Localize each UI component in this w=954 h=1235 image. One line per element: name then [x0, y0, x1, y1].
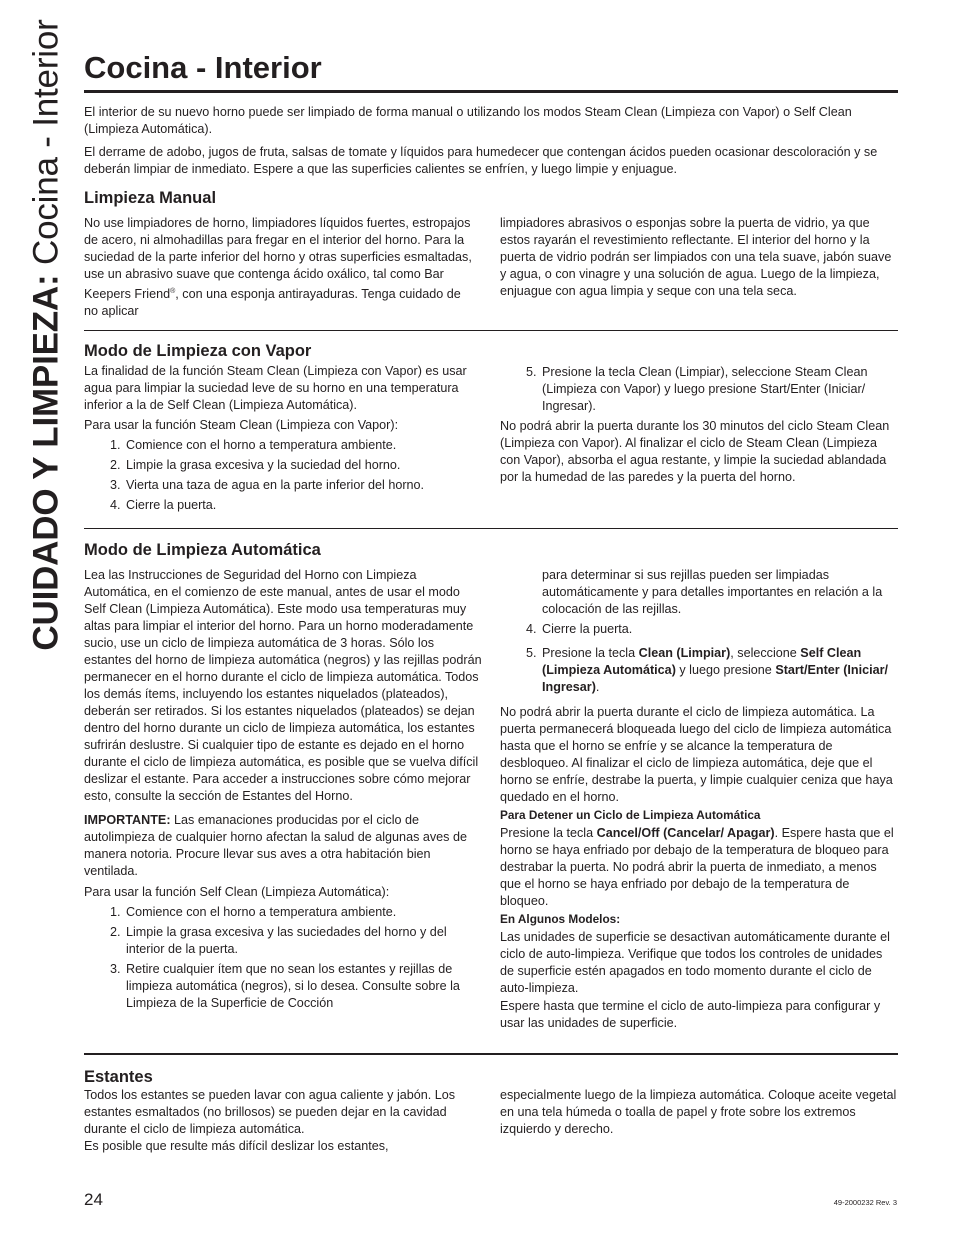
section-divider — [84, 330, 898, 331]
manual-heading: Limpieza Manual — [84, 189, 217, 207]
side-tab-bold: CUIDADO Y LIMPIEZA: — [27, 274, 66, 651]
manual-right-text: limpiadores abrasivos o esponjas sobre la puerta de vidrio, ya que estos rayarán el revestimiento reflectante. El interior del horno y la puerta de vidrio podrán ser limpiados con una tela suave, jabón suave y agua, o con vinagre y una solución de agua. Luego de la limpieza, enjuague con agua limpia y seque con una tela seca. — [500, 216, 892, 298]
steam-left-column — [84, 363, 482, 514]
step-number: 3. — [110, 478, 121, 492]
steam-note: No podrá abrir la puerta durante los 30 minutos del ciclo Steam Clean (Limpieza con Vapor). Al finalizar el ciclo de Steam Clean (Limpieza con Vapor), absorba el agua restante, y limpie la suciedad ablandada por la humedad de las paredes y la puerta del horno. — [500, 419, 890, 484]
auto-step3-continued: para determinar si sus rejillas pueden ser limpiadas automáticamente y para detalles importantes en relación a la colocación de las rejillas. — [542, 568, 883, 616]
title-divider — [84, 90, 898, 93]
step-number: 1. — [110, 438, 121, 452]
intro-paragraph-1: El interior de su nuevo horno puede ser limpiado de forma manual o utilizando los modos Steam Clean (Limpieza con Vapor) o Self Clean (Limpieza Automática). — [84, 105, 852, 136]
models-paragraph-1: Las unidades de superficie se desactivan automáticamente durante el ciclo de auto-limpieza. Verifique que todos los controles de unidades de superficie estén apagados en todo momento durante el ciclo de auto-limpieza. — [500, 930, 890, 995]
side-section-tab — [22, 19, 72, 651]
step-text: Retire cualquier ítem que no sean los estantes y rejillas de limpieza automática (negros), si lo desea. Consulte sobre la Limpieza de la Superficie de Cocción — [126, 962, 460, 1010]
auto-heading: Modo de Limpieza Automática — [84, 541, 321, 559]
intro — [84, 104, 898, 178]
manual-right-column — [500, 215, 898, 300]
step-number: 1. — [110, 905, 121, 919]
clean-key-label: Clean (Limpiar) — [638, 646, 731, 660]
step-number: 4. — [110, 498, 121, 512]
steam-use: Para usar la función Steam Clean (Limpieza con Vapor): — [84, 418, 399, 432]
shelves-heading: Estantes — [84, 1068, 153, 1086]
step-text: Limpie la grasa excesiva y la suciedad del horno. — [126, 458, 401, 472]
steam-right-column — [500, 364, 898, 486]
step-text: Cierre la puerta. — [542, 622, 633, 636]
steam-steps-continued — [526, 364, 898, 415]
manual-left-text — [84, 215, 476, 320]
step-text: Limpie la grasa excesiva y las suciedades del horno y del interior de la puerta. — [126, 925, 447, 956]
important-text: Las emanaciones producidas por el ciclo de autolimpieza de cualquier horno afectan la salud de algunas aves de manera notoria. Procure llevar sus aves a otra habitación bien ventilada. — [84, 813, 467, 878]
cancel-key-label: Cancel/Off (Cancelar/ Apagar) — [596, 826, 775, 840]
list-item — [526, 621, 898, 638]
list-item — [110, 497, 482, 514]
side-tab-label — [27, 19, 67, 650]
auto-important — [84, 812, 482, 880]
step5-text-g: . — [595, 680, 600, 694]
step-number: 2. — [110, 925, 121, 939]
steam-steps — [110, 437, 482, 514]
auto-steps — [110, 904, 482, 1012]
manual-left-column — [84, 215, 476, 320]
auto-intro: Lea las Instrucciones de Seguridad del Horno con Limpieza Automática, en el comienzo de este manual, antes de usar el modo Self Clean (Limpieza Automática). Este modo usa temperaturas muy altas para limpiar el interior del horno. Para un horno moderadamente sucio, use un ciclo de limpieza automática de 3 horas. Sólo los estantes del horno de limpieza automática (negros) y las rejillas podrán permanecer en el horno durante el ciclo de limpieza automática. Todos los demás ítems, incluyendo los estantes niquelados (plateados), deberán ser retirados. Si los estantes niquelados (plateados) se dejan dentro del horno durante un ciclo de limpieza automática, los estantes sufrirán deslustre. Si cualquier tipo de estante es dejado en el horno durante el ciclo de limpieza automática, es posible que se vuelva difícil deslizar el estante. Para acceder a instrucciones sobre cómo mejorar esto, consulte la sección de Estantes del Horno. — [84, 568, 482, 803]
step-number: 4. — [526, 622, 537, 636]
section-divider — [84, 1053, 898, 1055]
steam-heading: Modo de Limpieza con Vapor — [84, 342, 312, 360]
self-clean-label: Self Clean (Limpieza Automática) — [542, 646, 862, 677]
auto-steps-continued — [526, 621, 898, 696]
important-label: IMPORTANTE: — [84, 813, 171, 827]
side-tab-light: Cocina - Interior — [27, 19, 66, 275]
step-number: 5. — [526, 365, 537, 379]
step-text — [542, 645, 898, 696]
shelves-right-column — [500, 1087, 898, 1138]
manual-left-post: , con una esponja antirayaduras. Tenga cuidado de no aplicar — [84, 287, 461, 319]
start-enter-label: Start/Enter (Iniciar/ Ingresar) — [542, 663, 888, 694]
page-title: Cocina - Interior — [84, 50, 322, 85]
step-text: Presione la tecla Clean (Limpiar), seleccione Steam Clean (Limpieza con Vapor) y luego presione Start/Enter (Iniciar/ Ingresar). — [542, 365, 868, 413]
list-item — [526, 645, 898, 696]
list-item — [526, 364, 898, 415]
step5-text-a: Presione la tecla — [542, 646, 639, 660]
list-item — [110, 904, 482, 921]
step-number: 2. — [110, 458, 121, 472]
document-code: 49-2000232 Rev. 3 — [833, 1198, 897, 1207]
step-text: Vierta una taza de agua en la parte inferior del horno. — [126, 478, 425, 492]
step-text: Comience con el horno a temperatura ambiente. — [126, 905, 397, 919]
shelves-paragraph-3: especialmente luego de la limpieza automática. Coloque aceite vegetal en una tela húmeda o toalla de papel y frote sobre los extremos izquierdo y derecho. — [500, 1088, 897, 1136]
step-text: Cierre la puerta. — [126, 498, 217, 512]
step-text: Comience con el horno a temperatura ambiente. — [126, 438, 397, 452]
shelves-paragraph-1: Todos los estantes se pueden lavar con agua caliente y jabón. Los estantes esmaltados (no brillosos) se pueden dejar en la cavidad durante el ciclo de limpieza automática. — [84, 1088, 456, 1136]
steam-intro: La finalidad de la función Steam Clean (Limpieza con Vapor) es usar agua para limpiar la suciedad leve de su horno en una temperatura inferior a la de Self Clean (Limpieza Automática). — [84, 364, 467, 412]
step5-text-e: y luego presione — [675, 663, 776, 677]
page-number: 24 — [84, 1190, 103, 1209]
auto-left-column — [84, 567, 482, 1012]
list-item — [110, 437, 482, 454]
step-number: 3. — [110, 962, 121, 976]
registered-mark: ® — [170, 288, 176, 295]
models-heading: En Algunos Modelos: — [500, 912, 621, 926]
auto-use: Para usar la función Self Clean (Limpieza Automática): — [84, 885, 390, 899]
intro-paragraph-2: El derrame de adobo, jugos de fruta, salsas de tomate y líquidos para humedecer que contengan ácidos pueden ocasionar descoloración y se deberán limpiar de inmediato. Espere a que las superficies calientes se enfríen, y luego limpie y enjuague. — [84, 145, 878, 176]
stop-text-a: Presione la tecla — [500, 826, 597, 840]
stop-text — [500, 825, 898, 910]
list-item — [110, 477, 482, 494]
section-divider — [84, 528, 898, 529]
shelves-paragraph-2: Es posible que resulte más difícil deslizar los estantes, — [84, 1139, 389, 1153]
auto-note: No podrá abrir la puerta durante el ciclo de limpieza automática. La puerta permanecerá bloqueada luego del ciclo de limpieza automática hasta que el horno se enfríe y se alcance la temperatura de desbloqueo. Al finalizar el ciclo de limpieza automática, deje que el horno se enfríe, destrabe la puerta, y limpie cualquier ceniza que haya quedado en el horno. — [500, 705, 893, 804]
list-item — [110, 961, 482, 1012]
list-item — [110, 457, 482, 474]
manual-left-pre: No use limpiadores de horno, limpiadores líquidos fuertes, estropajos de acero, ni almohadillas para fregar en el interior del horno. Para la suciedad de la parte inferior del horno y otras superficies esmaltadas, use un abrasivo suave que contenga ácido oxálico, tal como Bar Keepers Friend — [84, 216, 472, 302]
step-number: 5. — [526, 646, 537, 660]
stop-text-c: . Espere hasta que el horno se haya enfriado por debajo de la temperatura de bloqueo para destrabar la puerta. No podrá abrir la puerta de inmediato, a menos que el horno se haya enfriado por debajo de la temperatura de bloqueo. — [500, 826, 894, 908]
shelves-left-column — [84, 1087, 482, 1155]
models-paragraph-2: Espere hasta que termine el ciclo de auto-limpieza para configurar y usar las unidades de superficie. — [500, 999, 881, 1030]
list-item — [110, 924, 482, 958]
auto-right-column — [500, 567, 898, 1032]
stop-heading: Para Detener un Ciclo de Limpieza Automática — [500, 808, 761, 822]
step5-text-c: , seleccione — [730, 646, 801, 660]
